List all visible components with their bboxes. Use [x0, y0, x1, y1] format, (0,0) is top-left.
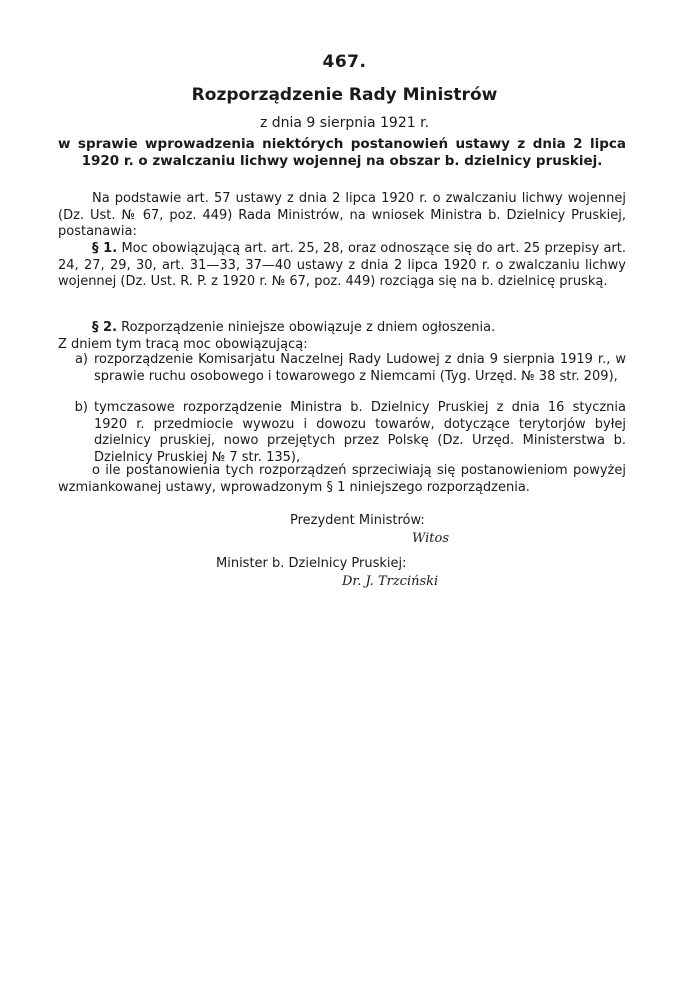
document-number: 467.	[322, 52, 367, 72]
document-title: Rozporządzenie Rady Ministrów	[191, 85, 498, 105]
preamble-paragraph: Na podstawie art. 57 ustawy z dnia 2 lipca 1920 r. o zwalczaniu lichwy wojennej (Dz. Ust. № 67, poz. 449) Rada Ministrów, na wniosek Ministra b. Dzielnicy Pruskiej, postanawia:	[58, 191, 626, 239]
section-2-text: Rozporządzenie niniejsze obowiązuje z dniem ogłoszenia.	[121, 320, 496, 335]
signature-role-prime-minister: Prezydent Ministrów:	[290, 513, 425, 528]
repealed-item-a	[58, 352, 626, 385]
list-marker: b)	[74, 400, 88, 415]
document-subject: w sprawie wprowadzenia niektórych postanowień ustawy z dnia 2 lipca 1920 r. o zwalczaniu lichwy wojennej na obszar b. dzielnicy pruskiej.	[58, 136, 626, 169]
section-1-label: § 1.	[92, 241, 118, 256]
section-2-intro: Z dniem tym tracą moc obowiązującą:	[58, 337, 308, 352]
section-2-paragraph	[58, 320, 626, 337]
closing-paragraph: o ile postanowienia tych rozporządzeń sprzeciwiają się postanowieniom powyżej wzmiankowanej ustawy, wprowadzonym § 1 niniejszego rozporządzenia.	[58, 463, 626, 495]
signature-name-prime-minister: Witos	[412, 531, 450, 546]
signature-role-minister: Minister b. Dzielnicy Pruskiej:	[216, 556, 407, 571]
section-1-paragraph	[58, 241, 626, 291]
signature-name-minister: Dr. J. Trzciński	[342, 574, 439, 589]
section-1-text: Moc obowiązującą art. art. 25, 28, oraz odnoszące się do art. 25 przepisy art. 24, 27, 29, 30, art. 31—33, 37—40 ustawy z dnia 2 lipca 1920 r. o zwalczaniu lichwy wojennej (Dz. Ust. R. P. z 1920 r. № 67, poz. 449) rozciąga się na b. dzielnicę pruską.	[58, 241, 626, 289]
repealed-item-b	[58, 400, 626, 466]
section-2-label: § 2.	[92, 320, 118, 335]
list-marker: a)	[74, 352, 88, 367]
document-date: z dnia 9 sierpnia 1921 r.	[259, 115, 430, 131]
list-item-text: tymczasowe rozporządzenie Ministra b. Dzielnicy Pruskiej z dnia 16 stycznia 1920 r. przedmiocie wywozu i dowozu towarów, dotyczące terytorjów byłej dzielnicy pruskiej, nowo przejętych przez Polskę (Dz. Urzęd. Ministerstwa b. Dzielnicy Pruskiej № 7 str. 135),	[94, 400, 626, 465]
list-item-text: rozporządzenie Komisarjatu Naczelnej Rady Ludowej z dnia 9 sierpnia 1919 r., w sprawie ruchu osobowego i towarowego z Niemcami (Tyg. Urzęd. № 38 str. 209),	[94, 352, 626, 384]
